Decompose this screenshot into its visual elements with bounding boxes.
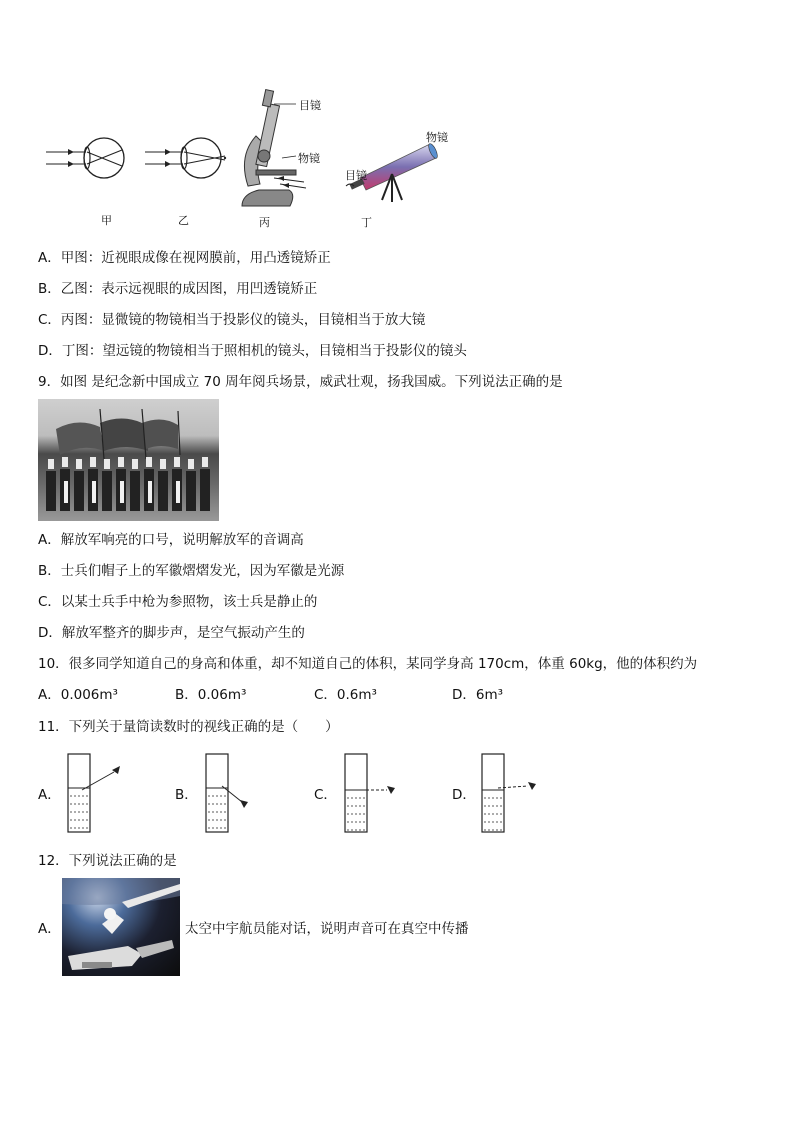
label-objective-telescope: 物镜 bbox=[426, 131, 448, 144]
q10-option-a: A．0.006m³ bbox=[38, 687, 118, 703]
q10-option-b: B．0.06m³ bbox=[175, 687, 247, 703]
eye-diagram-jia bbox=[44, 128, 134, 188]
q8-option-d: D．丁图：望远镜的物镜相当于照相机的镜头，目镜相当于投影仪的镜头 bbox=[38, 343, 467, 359]
astronaut-scene bbox=[62, 878, 180, 976]
parade-flags bbox=[38, 399, 219, 521]
q12-stem: 12．下列说法正确的是 bbox=[38, 853, 177, 869]
label-eyepiece-telescope: 目镜 bbox=[345, 169, 367, 182]
q11-stem: 11．下列关于量筒读数时的视线正确的是（ ） bbox=[38, 719, 339, 735]
q11-option-b-label: B． bbox=[175, 787, 198, 803]
parade-photo bbox=[38, 399, 219, 521]
label-eyepiece-microscope: 目镜 bbox=[299, 99, 321, 112]
q10-option-c: C．0.6m³ bbox=[314, 687, 377, 703]
graduated-cylinder-d bbox=[478, 752, 538, 834]
graduated-cylinder-b bbox=[202, 752, 262, 834]
q9-option-c: C．以某士兵手中枪为参照物，该士兵是静止的 bbox=[38, 594, 318, 610]
graduated-cylinder-a bbox=[64, 752, 124, 834]
q10-option-d: D．6m³ bbox=[452, 687, 504, 703]
q9-stem: 9．如图 是纪念新中国成立 70 周年阅兵场景，威武壮观，扬我国威。下列说法正确的是 bbox=[38, 374, 563, 390]
q10-stem: 10．很多同学知道自己的身高和体重，却不知道自己的体积，某同学身高 170cm，体重 60kg，他的体积约为 bbox=[38, 656, 698, 672]
q11-option-d-label: D． bbox=[452, 787, 476, 803]
q11-option-a-label: A． bbox=[38, 787, 61, 803]
q8-option-b: B．乙图：表示远视眼的成因图，用凹透镜矫正 bbox=[38, 281, 318, 297]
caption-ding: 丁 bbox=[361, 216, 372, 229]
caption-bing: 丙 bbox=[259, 216, 270, 229]
q12-option-a-label: A． bbox=[38, 921, 61, 937]
eye-diagram-yi bbox=[143, 128, 233, 188]
label-objective-microscope: 物镜 bbox=[298, 152, 320, 165]
q8-option-a: A．甲图：近视眼成像在视网膜前，用凸透镜矫正 bbox=[38, 250, 331, 266]
q9-option-d: D．解放军整齐的脚步声，是空气振动产生的 bbox=[38, 625, 305, 641]
caption-jia: 甲 bbox=[101, 214, 112, 227]
q9-option-b: B．士兵们帽子上的军徽熠熠发光，因为军徽是光源 bbox=[38, 563, 345, 579]
caption-yi: 乙 bbox=[178, 214, 189, 227]
q11-option-c-label: C． bbox=[314, 787, 337, 803]
q12-option-a-text: 太空中宇航员能对话，说明声音可在真空中传播 bbox=[185, 921, 469, 937]
astronaut-photo bbox=[62, 878, 180, 976]
q9-option-a: A．解放军响亮的口号，说明解放军的音调高 bbox=[38, 532, 304, 548]
graduated-cylinder-c bbox=[341, 752, 401, 834]
q8-option-c: C．丙图：显微镜的物镜相当于投影仪的镜头，目镜相当于放大镜 bbox=[38, 312, 426, 328]
